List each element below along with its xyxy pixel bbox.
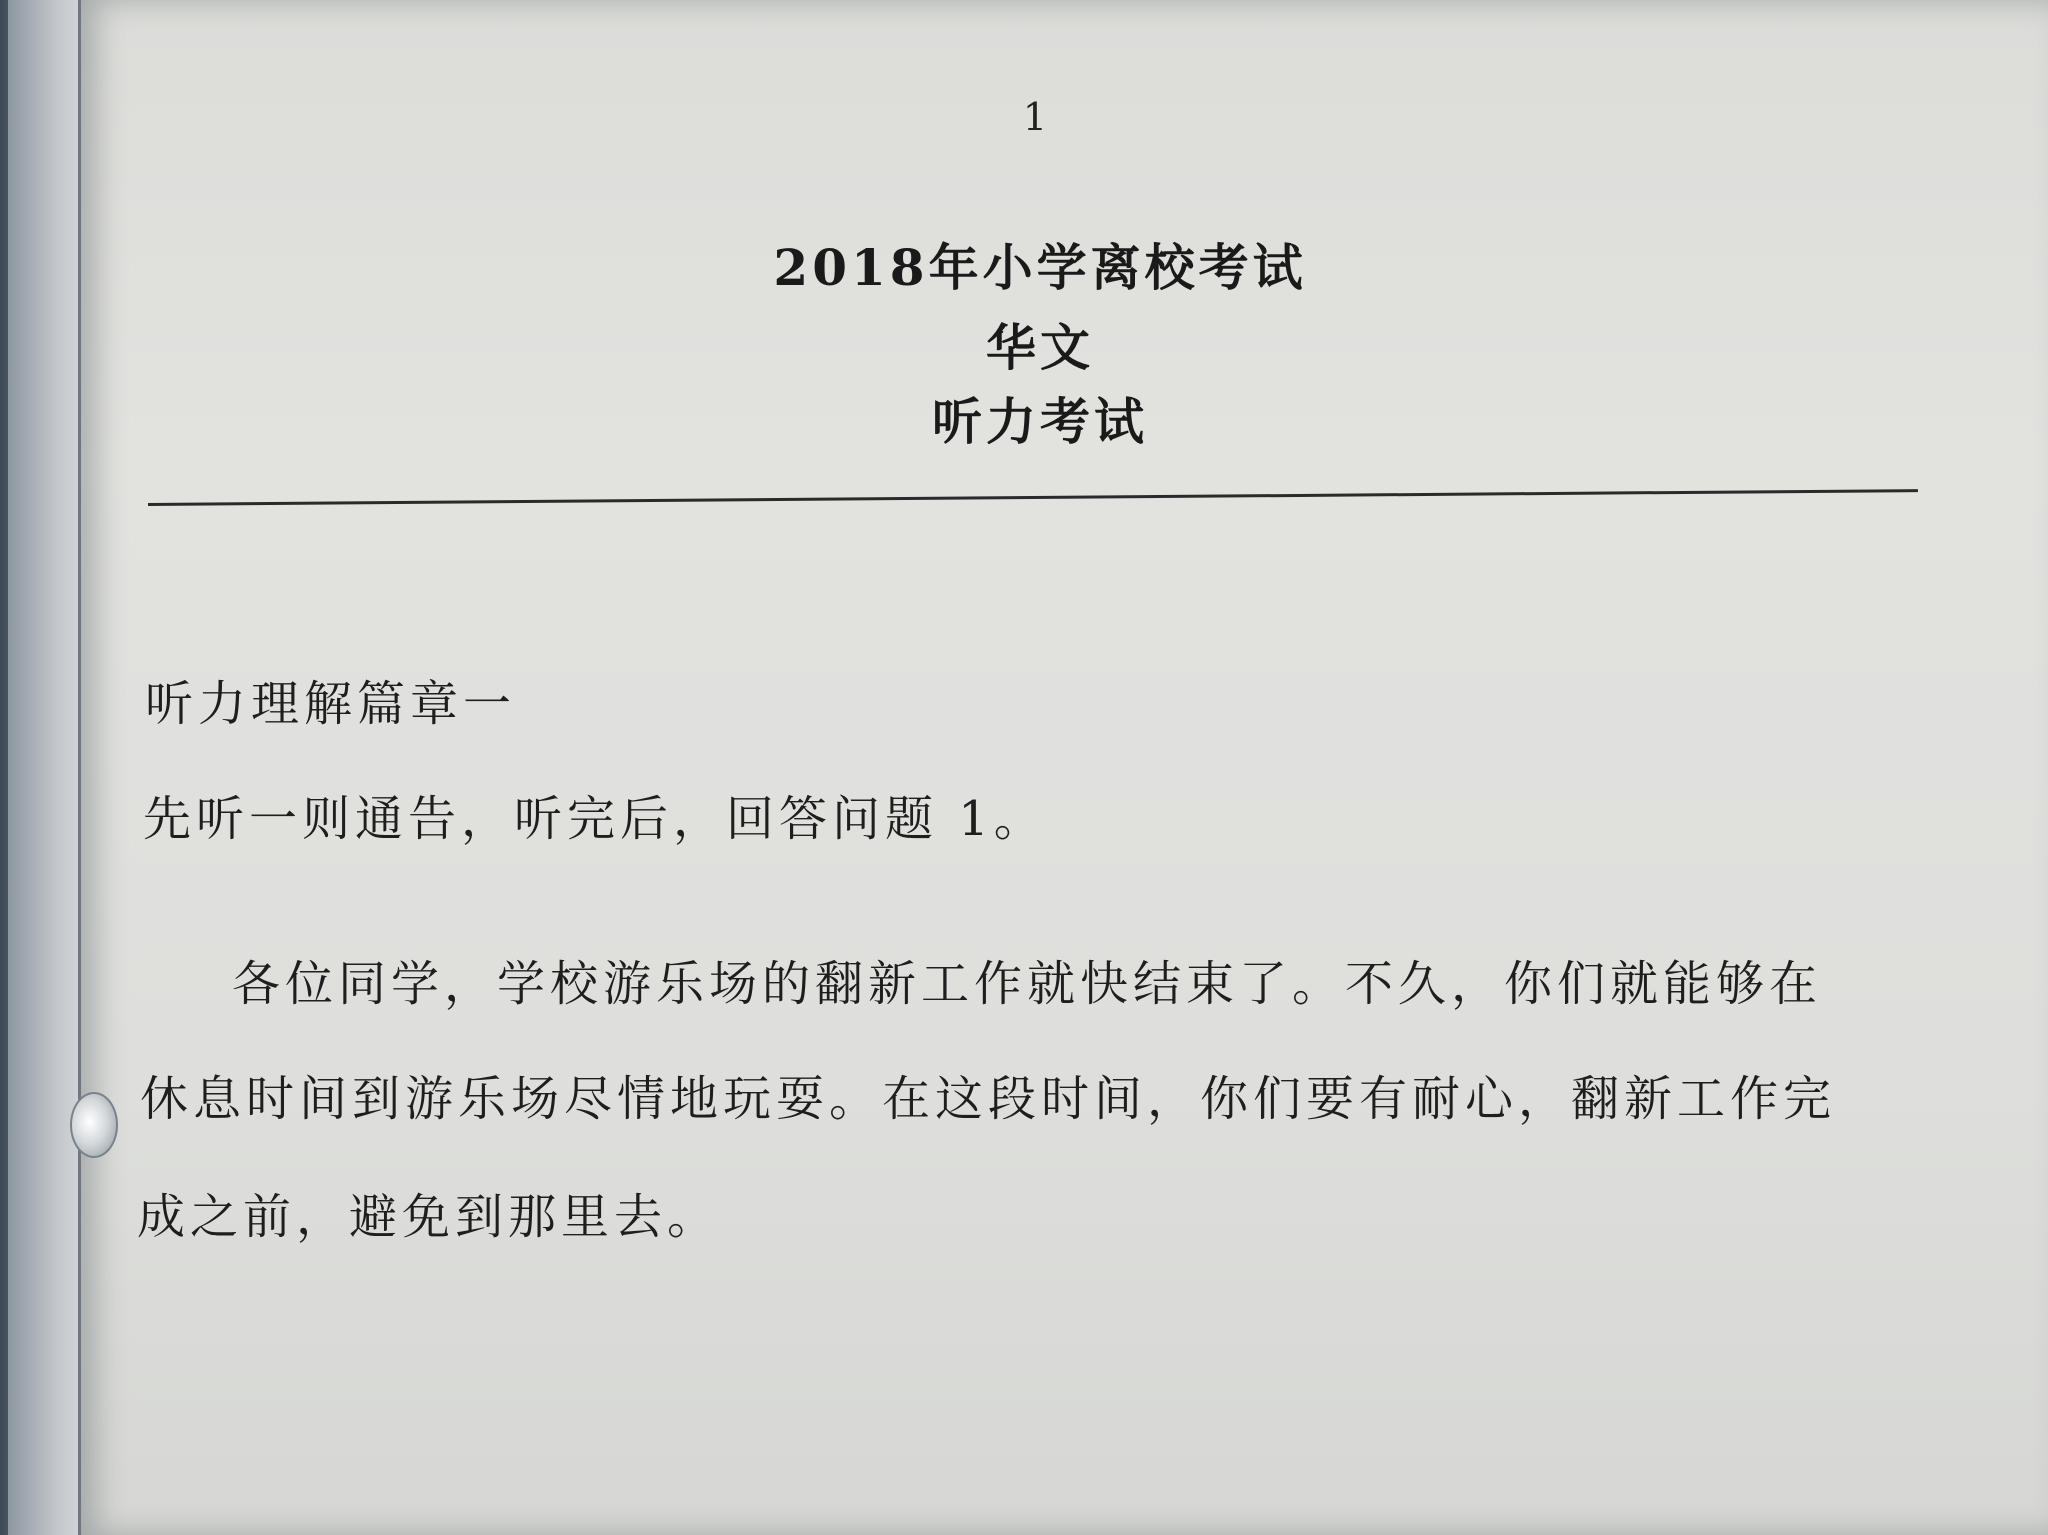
passage-line: 成之前，避免到那里去。	[137, 1189, 721, 1245]
exam-title: 2018年小学离校考试	[773, 238, 1307, 297]
previous-page-edge	[8, 0, 82, 1535]
page-number: 1	[1022, 95, 1048, 139]
passage-line: 各位同学，学校游乐场的翻新工作就快结束了。不久，你们就能够在	[232, 956, 1823, 1012]
exam-paper-type: 听力考试	[932, 392, 1148, 451]
page-gutter	[78, 0, 81, 1535]
section-heading: 听力理解篇章一	[145, 676, 517, 732]
section-instruction: 先听一则通告，听完后，回答问题 1。	[143, 791, 1047, 847]
passage-line: 休息时间到游乐场尽情地玩耍。在这段时间，你们要有耐心，翻新工作完	[140, 1071, 1837, 1127]
binder-ring-hole	[70, 1092, 118, 1158]
exam-subject: 华文	[986, 318, 1094, 377]
